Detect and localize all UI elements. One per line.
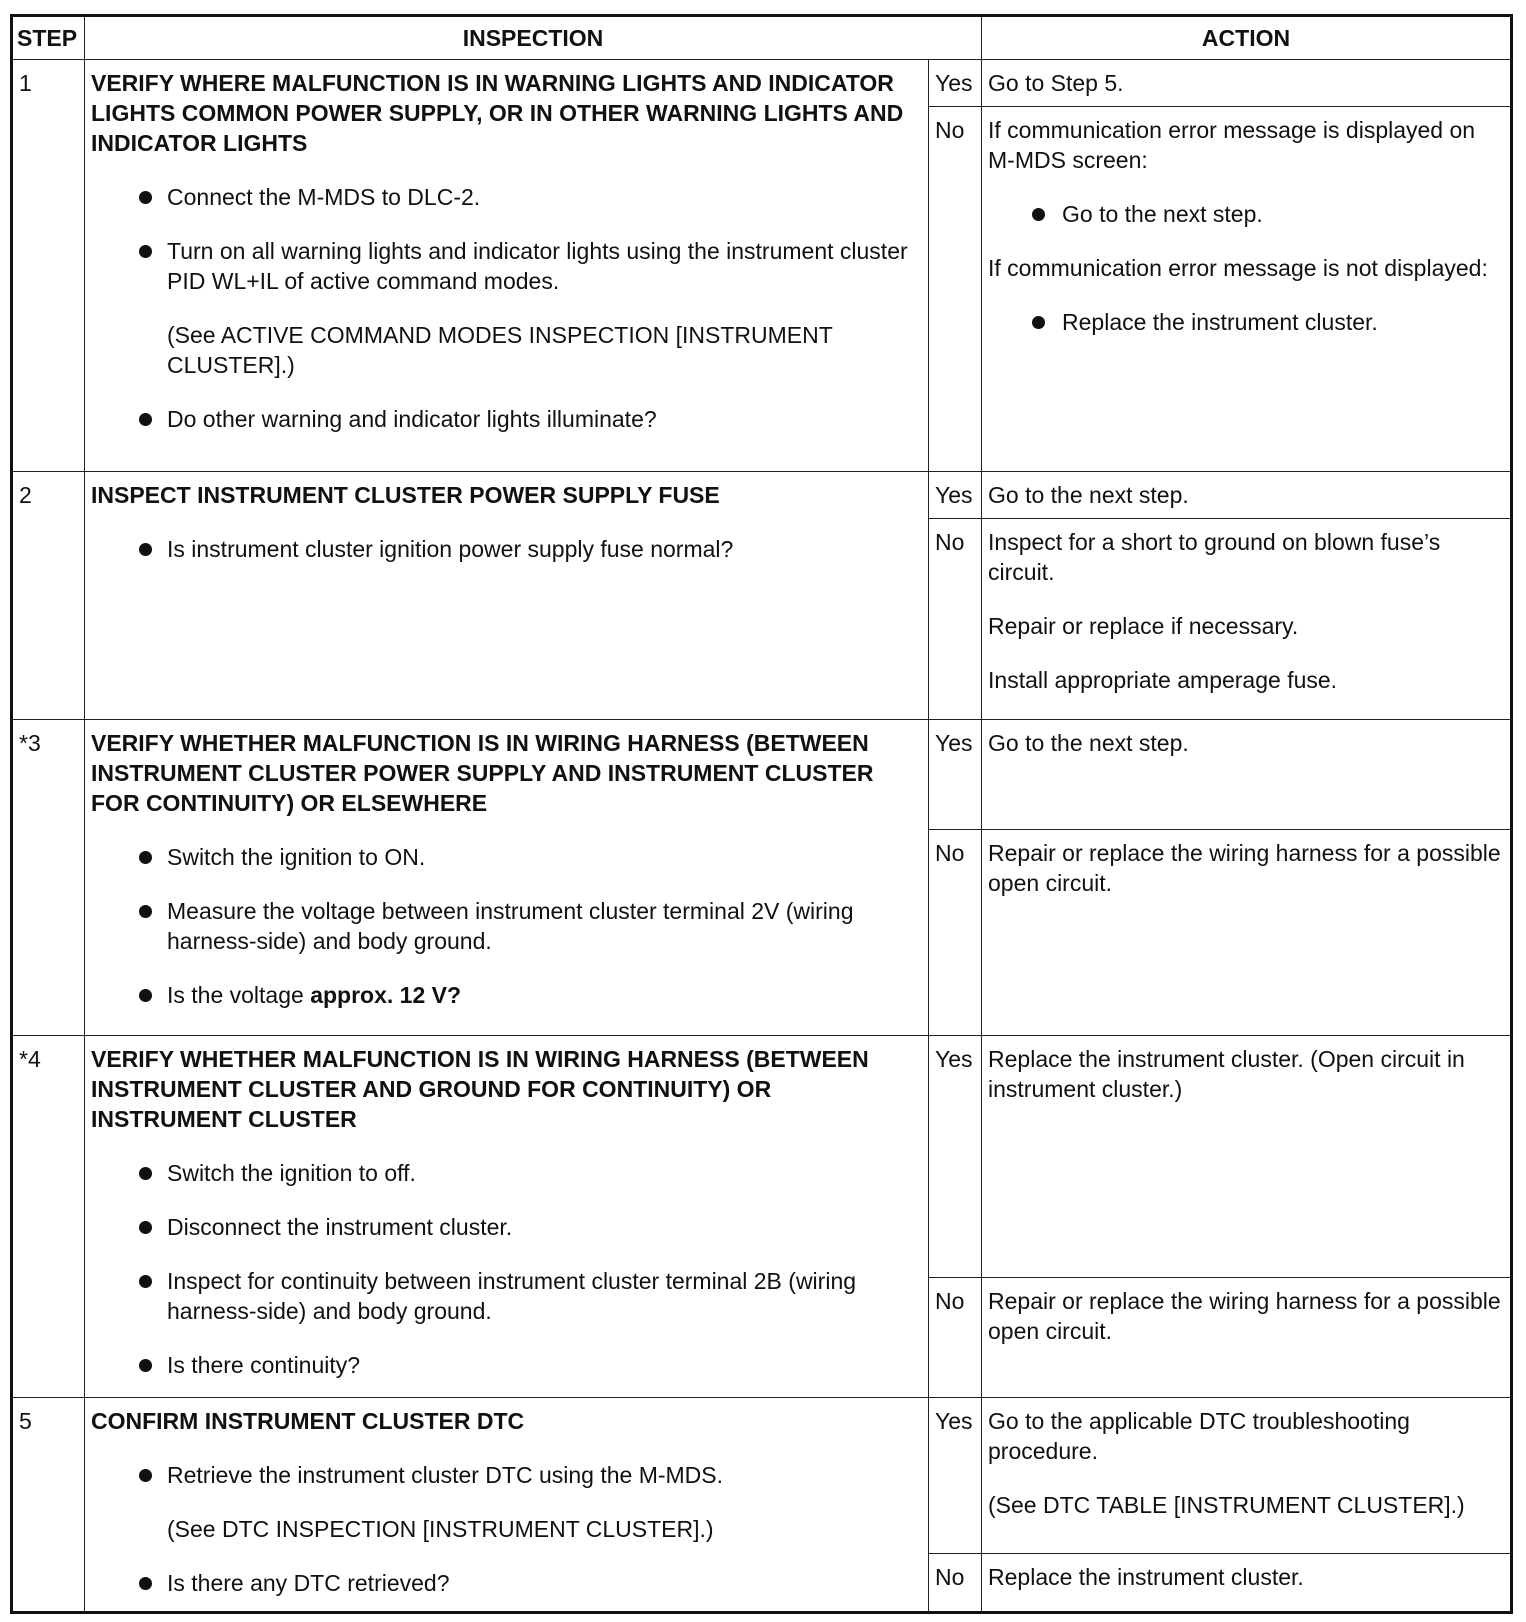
no-label: No bbox=[929, 1277, 982, 1398]
yes-label: Yes bbox=[929, 1398, 982, 1554]
step-2-yes-row bbox=[12, 472, 1512, 519]
bullet-icon bbox=[139, 1469, 152, 1482]
bullet-icon bbox=[139, 413, 152, 426]
bullet-icon bbox=[139, 1359, 152, 1372]
bullet-item: Measure the voltage between instrument cluster terminal 2V (wiring harness-side) and body ground. bbox=[91, 896, 922, 956]
bullet-icon bbox=[139, 1167, 152, 1180]
bullet-icon bbox=[139, 543, 152, 556]
bullet-question: Is the voltage approx. 12 V? bbox=[91, 980, 922, 1010]
no-label: No bbox=[929, 1554, 982, 1613]
bullet-question: Is there any DTC retrieved? bbox=[91, 1568, 922, 1598]
step-number: 2 bbox=[12, 472, 85, 720]
inspection-cell bbox=[85, 60, 929, 472]
step-number: *3 bbox=[12, 720, 85, 1035]
inspection-cell bbox=[85, 720, 929, 1035]
step-number: *4 bbox=[12, 1035, 85, 1398]
bullet-icon bbox=[139, 905, 152, 918]
no-label: No bbox=[929, 107, 982, 472]
step-number: 5 bbox=[12, 1398, 85, 1613]
no-action: If communication error message is displayed on M-MDS screen: Go to the next step. If communication error message is not displayed: Replace the instrument cluster. bbox=[982, 107, 1512, 472]
step-title: VERIFY WHERE MALFUNCTION IS IN WARNING LIGHTS AND INDICATOR LIGHTS COMMON POWER SUPPLY, OR IN OTHER WARNING LIGHTS AND INDICATOR LIGHTS bbox=[91, 70, 904, 156]
bullet-question: Is instrument cluster ignition power supply fuse normal? bbox=[91, 534, 922, 564]
bullet-item: Connect the M-MDS to DLC-2. bbox=[91, 182, 922, 212]
step-title: VERIFY WHETHER MALFUNCTION IS IN WIRING HARNESS (BETWEEN INSTRUMENT CLUSTER POWER SUPPLY AND INSTRUMENT CLUSTER FOR CONTINUITY) OR ELSEWHERE bbox=[91, 730, 874, 817]
bullet-item: Disconnect the instrument cluster. bbox=[91, 1212, 922, 1242]
no-action: Repair or replace the wiring harness for a possible open circuit. bbox=[982, 830, 1512, 1035]
bullet-icon bbox=[139, 245, 152, 258]
step-header: STEP bbox=[12, 16, 85, 60]
no-action: Replace the instrument cluster. bbox=[982, 1554, 1512, 1613]
bullet-item: Turn on all warning lights and indicator lights using the instrument cluster PID WL+IL of active command modes. bbox=[91, 236, 922, 296]
bullet-icon bbox=[139, 1577, 152, 1590]
step-4-yes-row bbox=[12, 1035, 1512, 1277]
yes-action: Go to the next step. bbox=[982, 472, 1512, 519]
step-title: INSPECT INSTRUMENT CLUSTER POWER SUPPLY FUSE bbox=[91, 482, 720, 509]
action-header: ACTION bbox=[982, 16, 1512, 60]
bullet-question: Is there continuity? bbox=[91, 1350, 922, 1380]
yes-label: Yes bbox=[929, 472, 982, 519]
bullet-item: Go to the next step. bbox=[988, 199, 1504, 229]
bullet-item: Inspect for continuity between instrument cluster terminal 2B (wiring harness-side) and body ground. bbox=[91, 1266, 922, 1326]
bullet-icon bbox=[139, 1275, 152, 1288]
bullet-question: Do other warning and indicator lights illuminate? bbox=[91, 404, 922, 434]
step-5-yes-row bbox=[12, 1398, 1512, 1554]
step-3-yes-row bbox=[12, 720, 1512, 830]
bullet-item: Switch the ignition to ON. bbox=[91, 842, 922, 872]
step-number: 1 bbox=[12, 60, 85, 472]
yes-label: Yes bbox=[929, 1035, 982, 1277]
reference-note: (See DTC INSPECTION [INSTRUMENT CLUSTER].) bbox=[167, 1516, 714, 1543]
inspection-cell bbox=[85, 472, 929, 720]
yes-label: Yes bbox=[929, 60, 982, 107]
bullet-icon bbox=[139, 851, 152, 864]
inspection-cell bbox=[85, 1398, 929, 1613]
no-label: No bbox=[929, 830, 982, 1035]
bullet-item: Retrieve the instrument cluster DTC using the M-MDS. bbox=[91, 1460, 922, 1490]
step-title: VERIFY WHETHER MALFUNCTION IS IN WIRING HARNESS (BETWEEN INSTRUMENT CLUSTER AND GROUND FOR CONTINUITY) OR INSTRUMENT CLUSTER bbox=[91, 1045, 869, 1132]
bullet-icon bbox=[139, 1221, 152, 1234]
bullet-icon bbox=[139, 191, 152, 204]
yes-action: Replace the instrument cluster. (Open circuit in instrument cluster.) bbox=[982, 1035, 1512, 1277]
bullet-item: Switch the ignition to off. bbox=[91, 1158, 922, 1188]
no-action: Inspect for a short to ground on blown fuse’s circuit. Repair or replace if necessary. Install appropriate amperage fuse. bbox=[982, 519, 1512, 720]
bullet-icon bbox=[1032, 316, 1045, 329]
troubleshooting-table bbox=[10, 14, 1513, 1614]
header-row bbox=[12, 16, 1512, 60]
inspection-cell bbox=[85, 1035, 929, 1398]
no-label: No bbox=[929, 519, 982, 720]
yes-action: Go to the applicable DTC troubleshooting procedure. (See DTC TABLE [INSTRUMENT CLUSTER].) bbox=[982, 1398, 1512, 1554]
bullet-icon bbox=[139, 989, 152, 1002]
inspection-header: INSPECTION bbox=[85, 16, 982, 60]
yes-label: Yes bbox=[929, 720, 982, 830]
step-title: CONFIRM INSTRUMENT CLUSTER DTC bbox=[91, 1408, 525, 1435]
yes-action: Go to Step 5. bbox=[982, 60, 1512, 107]
reference-note: (See ACTIVE COMMAND MODES INSPECTION [INSTRUMENT CLUSTER].) bbox=[167, 322, 833, 378]
yes-action: Go to the next step. bbox=[982, 720, 1512, 830]
bullet-item: Replace the instrument cluster. bbox=[988, 307, 1504, 337]
bullet-icon bbox=[1032, 208, 1045, 221]
no-action: Repair or replace the wiring harness for a possible open circuit. bbox=[982, 1277, 1512, 1398]
step-1-yes-row bbox=[12, 60, 1512, 107]
